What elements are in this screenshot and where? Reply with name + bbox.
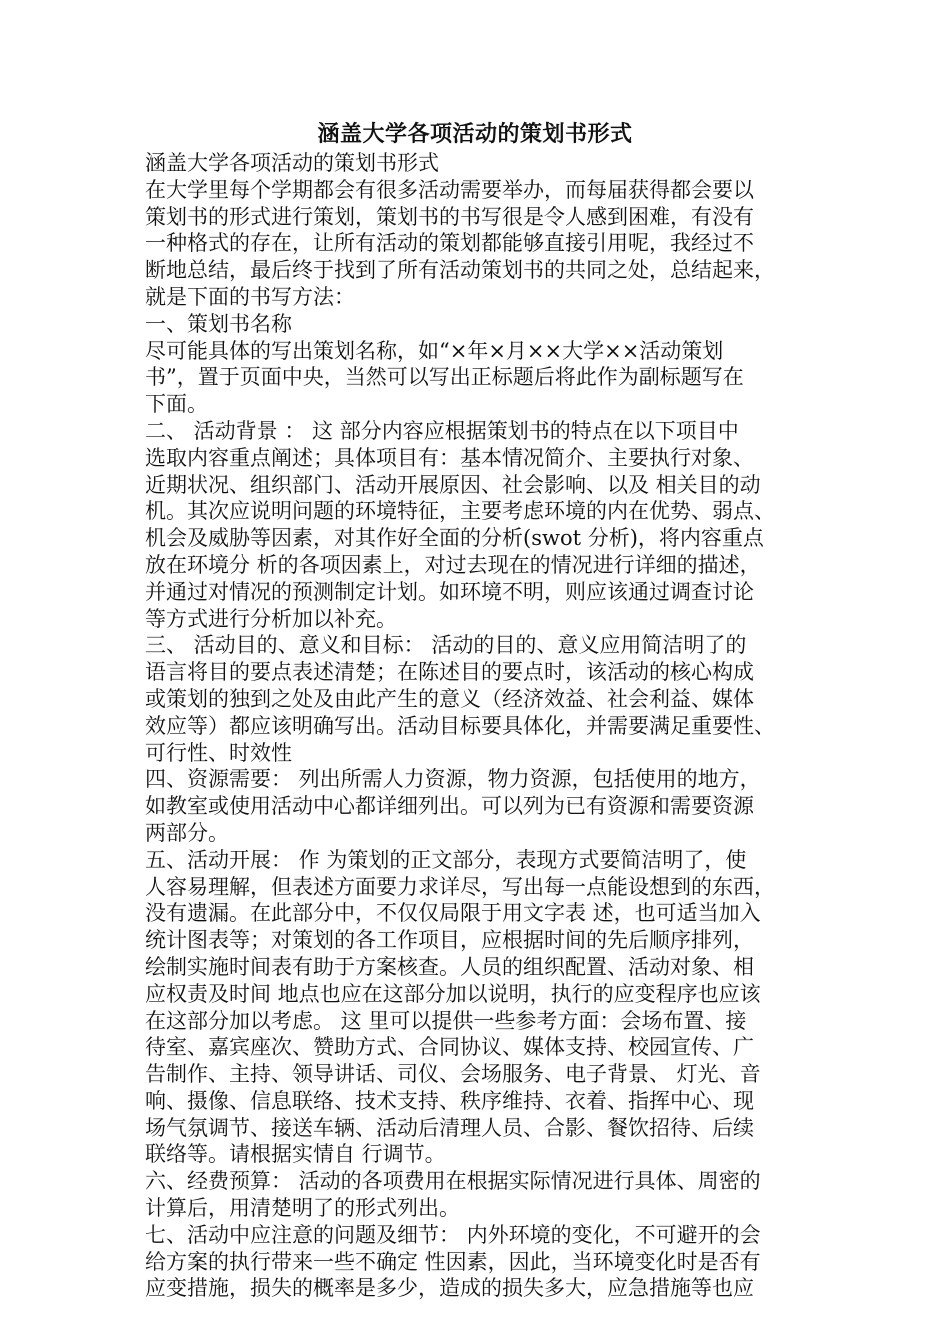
- body-text-line: 机会及威胁等因素，对其作好全面的分析(swot 分析)，将内容重点: [145, 526, 764, 551]
- body-text-line: 没有遗漏。在此部分中，不仅仅局限于用文字表 述，也可适当加入: [145, 901, 761, 926]
- body-text-line: 计算后，用清楚明了的形式列出。: [145, 1196, 460, 1221]
- document-title: 涵盖大学各项活动的策划书形式: [317, 122, 633, 147]
- body-text-line: 四、资源需要： 列出所需人力资源，物力资源，包括使用的地方，: [145, 767, 761, 792]
- body-text-line: 效应等）都应该明确写出。活动目标要具体化，并需要满足重要性、: [145, 713, 775, 738]
- body-text-line: 等方式进行分析加以补充。: [145, 606, 397, 631]
- body-text-line: 或策划的独到之处及由此产生的意义（经济效益、社会利益、媒体: [145, 686, 754, 711]
- body-text-line: 五、活动开展： 作 为策划的正文部分，表现方式要简洁明了，使: [145, 847, 747, 872]
- body-text-line: 场气氛调节、接送车辆、活动后清理人员、合影、餐饮招待、后续: [145, 1115, 754, 1140]
- body-text-line: 就是下面的书写方法：: [145, 284, 355, 309]
- body-text-line: 选取内容重点阐述；具体项目有：基本情况简介、主要执行对象、: [145, 445, 754, 470]
- body-text-line: 策划书的形式进行策划，策划书的书写很是令人感到困难，有没有: [145, 204, 754, 229]
- body-text-line: 在大学里每个学期都会有很多活动需要举办，而每届获得都会要以: [145, 177, 754, 202]
- document-body: [145, 150, 813, 1302]
- body-text-line: 近期状况、组织部门、活动开展原因、社会影响、以及 相关目的动: [145, 472, 761, 497]
- body-text-line: 七、活动中应注意的问题及细节： 内外环境的变化，不可避开的会: [145, 1222, 761, 1247]
- body-text-line: 下面。: [145, 392, 208, 417]
- body-text-line: 统计图表等；对策划的各工作项目，应根据时间的先后顺序排列，: [145, 928, 754, 953]
- body-text-line: 断地总结，最后终于找到了所有活动策划书的共同之处，总结起来，: [145, 258, 775, 283]
- body-text-line: 涵盖大学各项活动的策划书形式: [145, 151, 439, 175]
- body-text-line: 应变措施，损失的概率是多少，造成的损失多大，应急措施等也应: [145, 1276, 754, 1301]
- body-text-line: 待室、嘉宾座次、赞助方式、合同协议、媒体支持、校园宣传、广: [145, 1035, 754, 1060]
- body-text-line: 人容易理解，但表述方面要力求详尽，写出每一点能设想到的东西，: [145, 874, 775, 899]
- body-text-line: 一、策划书名称: [145, 311, 292, 336]
- body-text-line: 给方案的执行带来一些不确定 性因素，因此，当环境变化时是否有: [145, 1249, 761, 1274]
- body-text-line: 可行性、时效性: [145, 740, 292, 765]
- body-text-line: 绘制实施时间表有助于方案核查。人员的组织配置、活动对象、相: [145, 954, 754, 979]
- body-text-line: 一种格式的存在，让所有活动的策划都能够直接引用呢，我经过不: [145, 231, 754, 256]
- body-text-line: 并通过对情况的预测制定计划。如环境不明，则应该通过调查讨论: [145, 579, 754, 604]
- body-text-line: 在这部分加以考虑。 这 里可以提供一些参考方面：会场布置、接: [145, 1008, 747, 1033]
- body-text-line: 三、 活动目的、意义和目标： 活动的目的、意义应用简洁明了的: [145, 633, 747, 658]
- body-text-line: 语言将目的要点表述清楚；在陈述目的要点时，该活动的核心构成: [145, 660, 754, 685]
- body-text-line: 联络等。请根据实情自 行调节。: [145, 1142, 446, 1167]
- body-text-line: 二、 活动背景 ： 这 部分内容应根据策划书的特点在以下项目中: [145, 418, 739, 443]
- body-text-line: 书”，置于页面中央，当然可以写出正标题后将此作为副标题写在: [145, 365, 744, 390]
- body-text-line: 如教室或使用活动中心都详细列出。可以列为已有资源和需要资源: [145, 794, 754, 819]
- body-text-line: 两部分。: [145, 820, 229, 845]
- body-text-line: 六、经费预算： 活动的各项费用在根据实际情况进行具体、周密的: [145, 1169, 761, 1194]
- body-text-line: 响、摄像、信息联络、技术支持、秩序维持、衣着、指挥中心、现: [145, 1088, 754, 1113]
- body-text-line: 机。其次应说明问题的环境特征，主要考虑环境的内在优势、弱点、: [145, 499, 775, 524]
- body-text-line: 告制作、主持、领导讲话、司仪、会场服务、电子背景、 灯光、音: [145, 1062, 761, 1087]
- body-text-line: 放在环境分 析的各项因素上，对过去现在的情况进行详细的描述，: [145, 552, 761, 577]
- body-text-line: 应权责及时间 地点也应在这部分加以说明，执行的应变程序也应该: [145, 981, 761, 1006]
- body-text-line: 尽可能具体的写出策划名称，如“×年×月××大学××活动策划: [145, 338, 724, 363]
